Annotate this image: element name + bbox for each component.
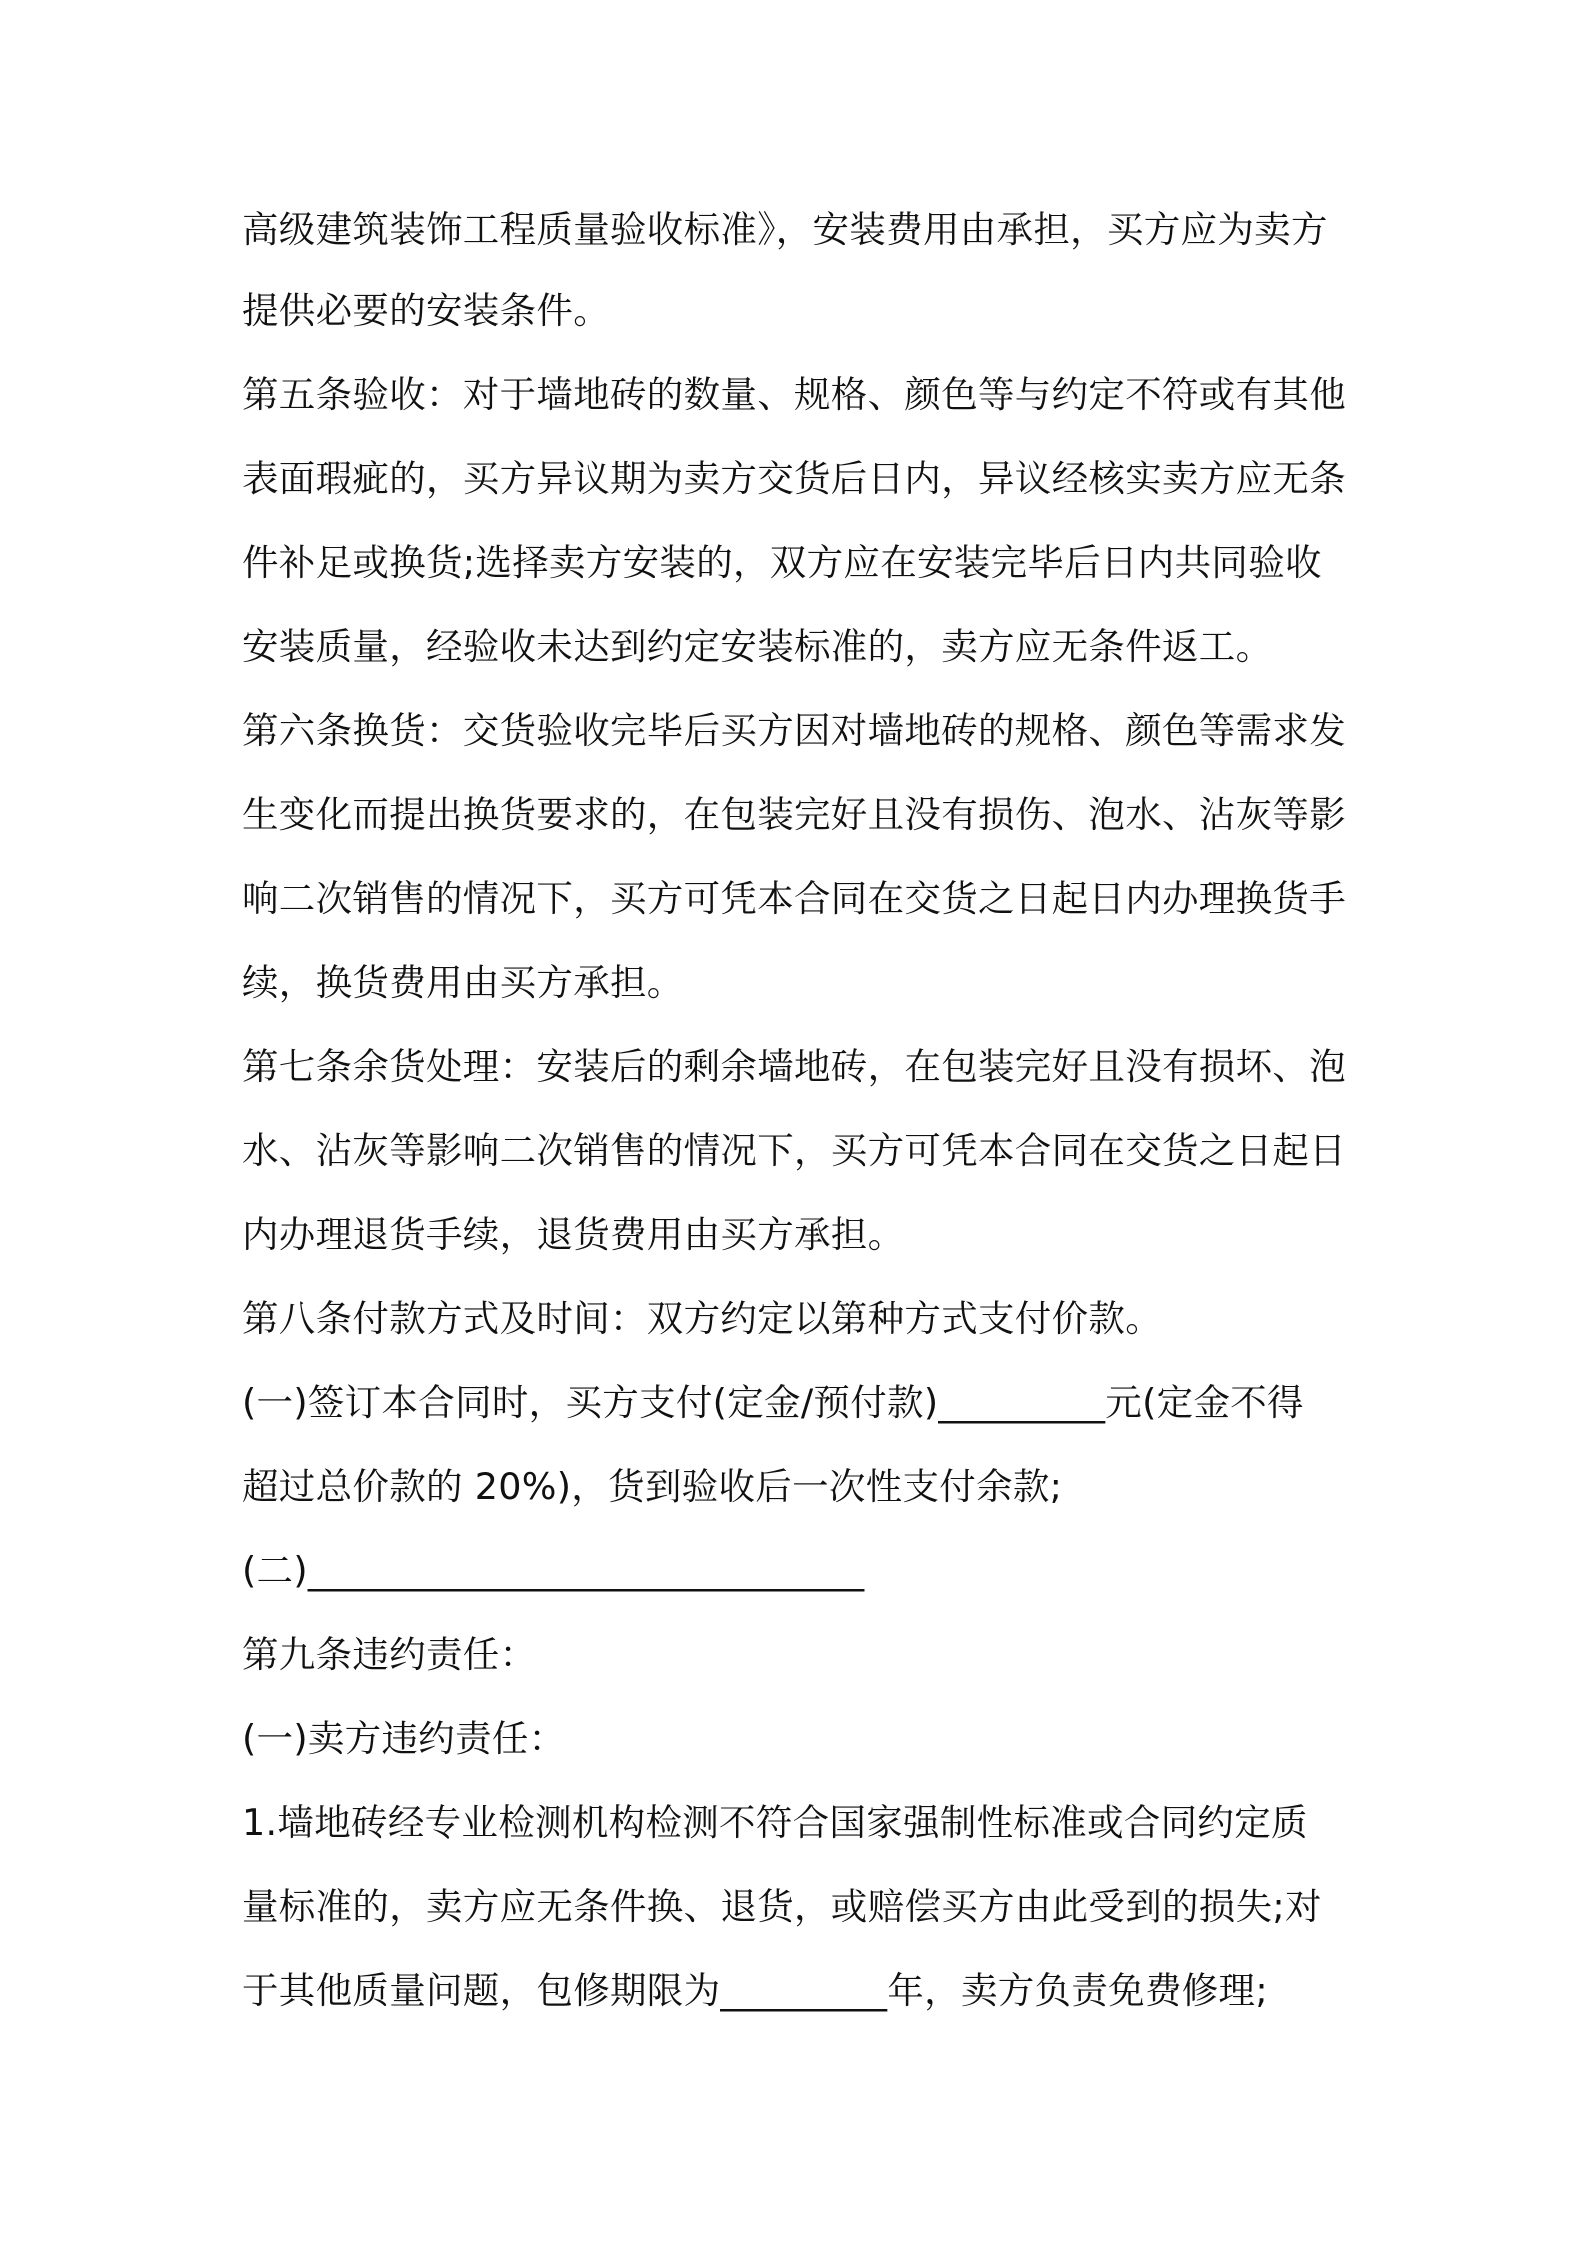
text-line: 高级建筑装饰工程质量验收标准》，安装费用由承担，买方应为卖方 <box>242 208 1328 251</box>
payment-clause-2-line: (二)______________________________ <box>242 1549 865 1592</box>
text-line: 安装质量，经验收未达到约定安装标准的，卖方应无条件返工。 <box>242 625 1273 668</box>
text-line: 响二次销售的情况下，买方可凭本合同在交货之日起日内办理换货手 <box>242 877 1346 920</box>
article-5-heading-line: 第五条验收：对于墙地砖的数量、规格、颜色等与约定不符或有其他 <box>242 373 1346 416</box>
article-7-heading-line: 第七条余货处理：安装后的剩余墙地砖，在包装完好且没有损坏、泡 <box>242 1045 1346 1088</box>
article-6-heading-line: 第六条换货：交货验收完毕后买方因对墙地砖的规格、颜色等需求发 <box>242 709 1346 752</box>
text-line: 续，换货费用由买方承担。 <box>242 961 684 1004</box>
seller-liability-heading-line: (一)卖方违约责任： <box>242 1717 566 1760</box>
text-line: 提供必要的安装条件。 <box>242 289 610 332</box>
text-line: 内办理退货手续，退货费用由买方承担。 <box>242 1213 905 1256</box>
text-line: 件补足或换货;选择卖方安装的，双方应在安装完毕后日内共同验收 <box>242 541 1322 584</box>
payment-clause-1-line: (一)签订本合同时，买方支付(定金/预付款)_________元(定金不得 <box>242 1381 1304 1424</box>
text-line: 超过总价款的 20%)，货到验收后一次性支付余款; <box>242 1465 1063 1508</box>
liability-item-1-line: 1.墙地砖经专业检测机构检测不符合国家强制性标准或合同约定质 <box>242 1801 1308 1844</box>
article-9-heading-line: 第九条违约责任： <box>242 1633 537 1676</box>
article-8-heading-line: 第八条付款方式及时间：双方约定以第种方式支付价款。 <box>242 1297 1162 1340</box>
text-line: 水、沾灰等影响二次销售的情况下，买方可凭本合同在交货之日起日 <box>242 1129 1346 1172</box>
text-line: 表面瑕疵的，买方异议期为卖方交货后日内，异议经核实卖方应无条 <box>242 457 1346 500</box>
text-line: 于其他质量问题，包修期限为_________年，卖方负责免费修理; <box>242 1969 1268 2012</box>
text-line: 量标准的，卖方应无条件换、退货，或赔偿买方由此受到的损失;对 <box>242 1885 1322 1928</box>
text-line: 生变化而提出换货要求的，在包装完好且没有损伤、泡水、沾灰等影 <box>242 793 1346 836</box>
